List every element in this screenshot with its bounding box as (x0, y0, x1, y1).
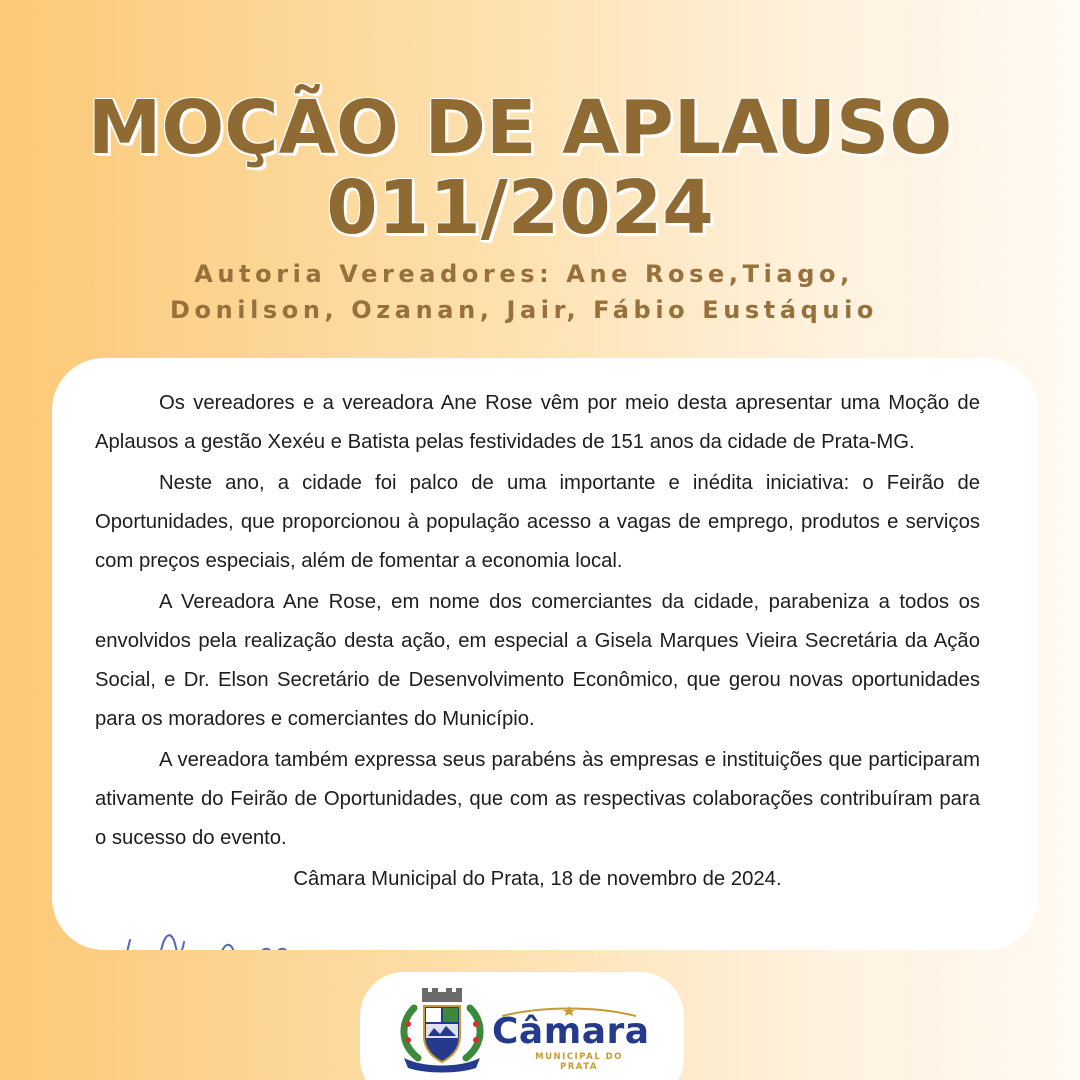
brand-wordmark (492, 1004, 650, 1072)
document-card (52, 358, 1038, 950)
paragraph-2: Neste ano, a cidade foi palco de uma importante e inédita iniciativa: o Feirão de Oportunidades, que proporcionou à população acesso a vagas de emprego, produtos e serviços com preços especiais, além de fomentar a economia local. (95, 472, 980, 572)
subtitle-line-2: Donilson, Ozanan, Jair, Fábio Eustáquio (169, 296, 879, 324)
logo-card (360, 972, 684, 1080)
closing-line: Câmara Municipal do Prata, 18 de novembro de 2024. (293, 868, 782, 890)
document-text (95, 384, 980, 901)
title-line-2: 011/2024 (326, 165, 714, 251)
brand-subtitle: MUNICIPAL DO PRATA (535, 1052, 623, 1072)
paragraph-4: A vereadora também expressa seus parabéns às empresas e instituições que participaram ativamente do Feirão de Oportunidades, que com as respectivas colaborações contribuíram para o sucesso do evento. (95, 749, 980, 849)
authorship-subtitle (0, 256, 1048, 328)
page-title (0, 85, 1040, 251)
municipal-crest-icon (394, 988, 490, 1074)
paragraph-3: A Vereadora Ane Rose, em nome dos comerciantes da cidade, parabeniza a todos os envolvidos pela realização desta ação, em especial a Gisela Marques Vieira Secretária da Ação Social, e Dr. Elson Secretário de Desenvolvimento Econômico, que gerou novas oportunidades para os moradores e comerciantes do Município. (95, 591, 980, 730)
paragraph-1: Os vereadores e a vereadora Ane Rose vêm por meio desta apresentar uma Moção de Aplausos a gestão Xexéu e Batista pelas festividades de 151 anos da cidade de Prata-MG. (95, 392, 980, 453)
signature-icon (120, 918, 360, 950)
title-line-1: MOÇÃO DE APLAUSO (87, 85, 953, 171)
brand-name: Câmara (492, 1011, 650, 1052)
subtitle-line-1: Autoria Vereadores: Ane Rose,Tiago, (194, 260, 854, 288)
